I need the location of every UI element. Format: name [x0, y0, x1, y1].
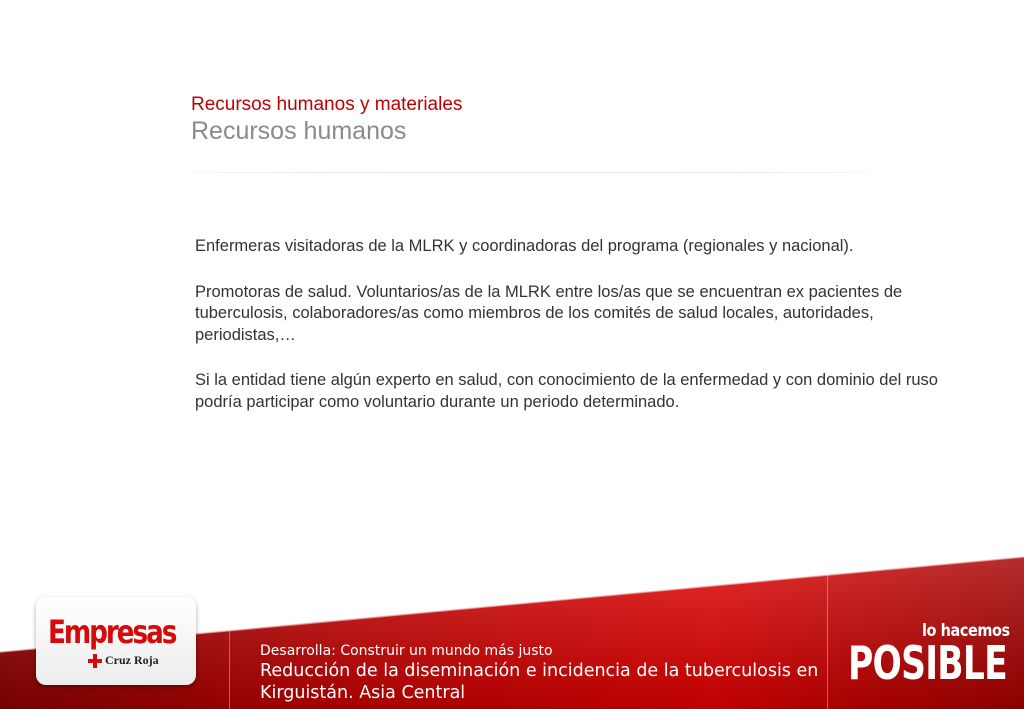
logo-subtitle: Cruz Roja: [105, 653, 159, 667]
section-title: Recursos humanos y materiales: [191, 94, 463, 115]
footer-project-title: Reducción de la diseminación e incidencia de la tuberculosis en Kirguistán. Asia Central: [260, 661, 819, 703]
footer-separator-right: [827, 572, 828, 709]
empresas-cruz-roja-logo: [36, 597, 196, 685]
tagline-big: POSIBLE: [848, 636, 1007, 690]
slide-title: Recursos humanos: [191, 117, 407, 145]
tagline-small: lo hacemos: [922, 621, 1010, 641]
footer-separator-left: [229, 627, 230, 709]
logo-word: Empresas: [48, 613, 176, 651]
red-cross-icon: [88, 654, 102, 668]
paragraph-promoters: Promotoras de salud. Voluntarios/as de la MLRK entre los/as que se encuentran ex pacientes de tuberculosis, colaboradores/as como miembros de los comités de salud locales, autoridades, periodistas,…: [195, 282, 903, 344]
paragraph-nurses: Enfermeras visitadoras de la MLRK y coordinadoras del programa (regionales y nacional).: [195, 237, 854, 255]
footer-label: Desarrolla: Construir un mundo más justo: [260, 643, 553, 659]
paragraph-expert: Si la entidad tiene algún experto en salud, con conocimiento de la enfermedad y con dominio del ruso podría participar como voluntario durante un periodo determinado.: [195, 371, 938, 411]
